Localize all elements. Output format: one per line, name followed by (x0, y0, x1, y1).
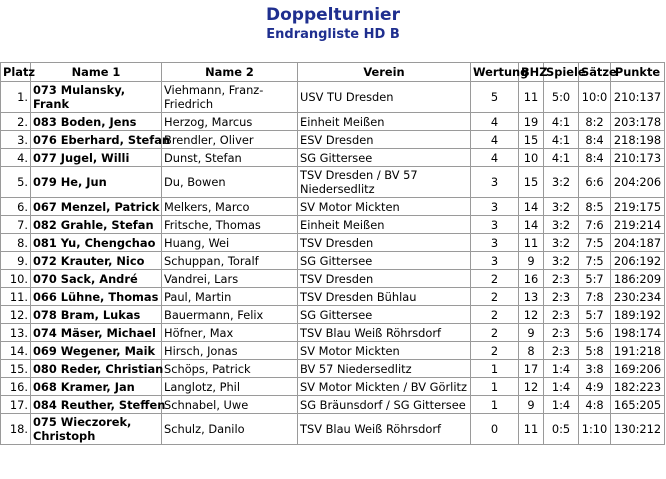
cell-wertung: 3 (471, 252, 519, 270)
cell-name-2: Herzog, Marcus (162, 113, 298, 131)
cell-saetze: 7:6 (579, 216, 611, 234)
cell-bhz: 13 (519, 288, 544, 306)
cell-wertung: 2 (471, 288, 519, 306)
column-header-spiele: Spiele (544, 63, 579, 82)
table-row (1, 252, 665, 270)
cell-saetze: 8:5 (579, 198, 611, 216)
cell-platz: 7. (1, 216, 31, 234)
cell-punkte: 230:234 (611, 288, 665, 306)
cell-platz: 14. (1, 342, 31, 360)
cell-name-1: 069 Wegener, Maik (31, 342, 162, 360)
cell-saetze: 6:6 (579, 167, 611, 198)
cell-name-2: Schöps, Patrick (162, 360, 298, 378)
cell-name-1: 075 Wieczorek, Christoph (31, 414, 162, 445)
cell-name-2: Viehmann, Franz-Friedrich (162, 82, 298, 113)
cell-verein: SG Gittersee (298, 252, 471, 270)
cell-spiele: 3:2 (544, 252, 579, 270)
cell-platz: 3. (1, 131, 31, 149)
cell-saetze: 7:5 (579, 252, 611, 270)
cell-platz: 5. (1, 167, 31, 198)
cell-platz: 8. (1, 234, 31, 252)
page-title: Doppelturnier (266, 5, 400, 25)
cell-name-2: Paul, Martin (162, 288, 298, 306)
cell-name-1: 066 Lühne, Thomas (31, 288, 162, 306)
cell-platz: 17. (1, 396, 31, 414)
cell-punkte: 203:178 (611, 113, 665, 131)
cell-wertung: 3 (471, 234, 519, 252)
cell-platz: 15. (1, 360, 31, 378)
cell-bhz: 10 (519, 149, 544, 167)
cell-punkte: 130:212 (611, 414, 665, 445)
cell-bhz: 11 (519, 414, 544, 445)
cell-saetze: 5:7 (579, 306, 611, 324)
cell-platz: 13. (1, 324, 31, 342)
cell-verein: BV 57 Niedersedlitz (298, 360, 471, 378)
cell-punkte: 191:218 (611, 342, 665, 360)
cell-wertung: 4 (471, 113, 519, 131)
cell-name-1: 081 Yu, Chengchao (31, 234, 162, 252)
cell-name-1: 078 Bram, Lukas (31, 306, 162, 324)
cell-name-1: 076 Eberhard, Stefan (31, 131, 162, 149)
cell-saetze: 1:10 (579, 414, 611, 445)
cell-name-1: 077 Jugel, Willi (31, 149, 162, 167)
cell-verein: ESV Dresden (298, 131, 471, 149)
cell-punkte: 182:223 (611, 378, 665, 396)
table-row (1, 234, 665, 252)
cell-platz: 10. (1, 270, 31, 288)
cell-wertung: 4 (471, 149, 519, 167)
table-row (1, 216, 665, 234)
cell-punkte: 186:209 (611, 270, 665, 288)
cell-saetze: 4:9 (579, 378, 611, 396)
cell-verein: SG Gittersee (298, 306, 471, 324)
cell-platz: 12. (1, 306, 31, 324)
cell-bhz: 9 (519, 324, 544, 342)
column-header-name-2: Name 2 (162, 63, 298, 82)
cell-wertung: 0 (471, 414, 519, 445)
cell-spiele: 1:4 (544, 396, 579, 414)
cell-saetze: 5:7 (579, 270, 611, 288)
cell-verein: TSV Dresden (298, 234, 471, 252)
table-body (1, 82, 665, 445)
cell-spiele: 3:2 (544, 198, 579, 216)
cell-name-2: Hirsch, Jonas (162, 342, 298, 360)
cell-verein: Einheit Meißen (298, 216, 471, 234)
cell-wertung: 4 (471, 131, 519, 149)
column-header-punkte: Punkte (611, 63, 665, 82)
cell-spiele: 4:1 (544, 113, 579, 131)
cell-punkte: 189:192 (611, 306, 665, 324)
cell-name-1: 072 Krauter, Nico (31, 252, 162, 270)
cell-platz: 9. (1, 252, 31, 270)
cell-punkte: 219:214 (611, 216, 665, 234)
cell-bhz: 19 (519, 113, 544, 131)
cell-saetze: 3:8 (579, 360, 611, 378)
cell-spiele: 2:3 (544, 270, 579, 288)
table-row (1, 288, 665, 306)
table-row (1, 396, 665, 414)
cell-name-2: Bauermann, Felix (162, 306, 298, 324)
cell-punkte: 210:173 (611, 149, 665, 167)
cell-name-2: Schulz, Danilo (162, 414, 298, 445)
cell-wertung: 2 (471, 306, 519, 324)
cell-spiele: 5:0 (544, 82, 579, 113)
cell-saetze: 4:8 (579, 396, 611, 414)
cell-punkte: 206:192 (611, 252, 665, 270)
table-row (1, 324, 665, 342)
cell-name-1: 067 Menzel, Patrick (31, 198, 162, 216)
cell-platz: 1. (1, 82, 31, 113)
table-header-row (1, 63, 665, 82)
cell-spiele: 2:3 (544, 288, 579, 306)
cell-verein: SV Motor Mickten (298, 342, 471, 360)
cell-bhz: 15 (519, 131, 544, 149)
cell-name-1: 070 Sack, André (31, 270, 162, 288)
cell-spiele: 3:2 (544, 234, 579, 252)
cell-saetze: 7:5 (579, 234, 611, 252)
cell-name-1: 080 Reder, Christian (31, 360, 162, 378)
cell-verein: TSV Dresden (298, 270, 471, 288)
cell-name-1: 084 Reuther, Steffen (31, 396, 162, 414)
cell-name-2: Langlotz, Phil (162, 378, 298, 396)
cell-verein: SV Motor Mickten / BV Görlitz (298, 378, 471, 396)
cell-bhz: 14 (519, 216, 544, 234)
cell-bhz: 12 (519, 378, 544, 396)
cell-name-1: 082 Grahle, Stefan (31, 216, 162, 234)
cell-bhz: 9 (519, 252, 544, 270)
table-row (1, 167, 665, 198)
cell-name-2: Melkers, Marco (162, 198, 298, 216)
table-row (1, 131, 665, 149)
cell-name-2: Schuppan, Toralf (162, 252, 298, 270)
cell-name-2: Höfner, Max (162, 324, 298, 342)
table-row (1, 82, 665, 113)
cell-punkte: 218:198 (611, 131, 665, 149)
cell-punkte: 169:206 (611, 360, 665, 378)
cell-platz: 2. (1, 113, 31, 131)
cell-wertung: 2 (471, 270, 519, 288)
cell-saetze: 5:6 (579, 324, 611, 342)
cell-verein: SG Bräunsdorf / SG Gittersee (298, 396, 471, 414)
cell-punkte: 219:175 (611, 198, 665, 216)
cell-wertung: 2 (471, 342, 519, 360)
table-row (1, 414, 665, 445)
cell-spiele: 4:1 (544, 131, 579, 149)
cell-spiele: 0:5 (544, 414, 579, 445)
cell-wertung: 5 (471, 82, 519, 113)
column-header-platz: Platz (1, 63, 31, 82)
cell-spiele: 3:2 (544, 216, 579, 234)
cell-punkte: 210:137 (611, 82, 665, 113)
cell-punkte: 165:205 (611, 396, 665, 414)
cell-name-2: Huang, Wei (162, 234, 298, 252)
cell-verein: SG Gittersee (298, 149, 471, 167)
cell-wertung: 1 (471, 360, 519, 378)
table-row (1, 198, 665, 216)
cell-bhz: 11 (519, 234, 544, 252)
cell-verein: TSV Dresden / BV 57 Niedersedlitz (298, 167, 471, 198)
cell-punkte: 204:187 (611, 234, 665, 252)
cell-bhz: 16 (519, 270, 544, 288)
ranking-table (0, 62, 665, 445)
cell-name-2: Fritsche, Thomas (162, 216, 298, 234)
cell-verein: TSV Blau Weiß Röhrsdorf (298, 414, 471, 445)
column-header-wertung: Wertung (471, 63, 519, 82)
table-row (1, 378, 665, 396)
cell-name-2: Brendler, Oliver (162, 131, 298, 149)
cell-saetze: 8:4 (579, 131, 611, 149)
column-header-name-1: Name 1 (31, 63, 162, 82)
cell-wertung: 1 (471, 378, 519, 396)
cell-wertung: 3 (471, 216, 519, 234)
cell-punkte: 198:174 (611, 324, 665, 342)
cell-verein: TSV Blau Weiß Röhrsdorf (298, 324, 471, 342)
cell-platz: 11. (1, 288, 31, 306)
cell-verein: Einheit Meißen (298, 113, 471, 131)
column-header-saetze: Sätze (579, 63, 611, 82)
table-row (1, 270, 665, 288)
cell-spiele: 3:2 (544, 167, 579, 198)
cell-spiele: 1:4 (544, 378, 579, 396)
cell-platz: 6. (1, 198, 31, 216)
cell-name-1: 079 He, Jun (31, 167, 162, 198)
cell-bhz: 15 (519, 167, 544, 198)
cell-saetze: 7:8 (579, 288, 611, 306)
cell-spiele: 2:3 (544, 306, 579, 324)
cell-saetze: 10:0 (579, 82, 611, 113)
table-row (1, 113, 665, 131)
column-header-verein: Verein (298, 63, 471, 82)
cell-wertung: 1 (471, 396, 519, 414)
cell-verein: SV Motor Mickten (298, 198, 471, 216)
cell-bhz: 17 (519, 360, 544, 378)
cell-wertung: 3 (471, 167, 519, 198)
cell-saetze: 8:2 (579, 113, 611, 131)
cell-name-2: Vandrei, Lars (162, 270, 298, 288)
cell-name-1: 068 Kramer, Jan (31, 378, 162, 396)
table-row (1, 342, 665, 360)
cell-spiele: 4:1 (544, 149, 579, 167)
cell-saetze: 8:4 (579, 149, 611, 167)
cell-bhz: 9 (519, 396, 544, 414)
cell-wertung: 2 (471, 324, 519, 342)
cell-punkte: 204:206 (611, 167, 665, 198)
cell-platz: 4. (1, 149, 31, 167)
cell-bhz: 14 (519, 198, 544, 216)
cell-wertung: 3 (471, 198, 519, 216)
cell-bhz: 11 (519, 82, 544, 113)
cell-spiele: 1:4 (544, 360, 579, 378)
cell-bhz: 12 (519, 306, 544, 324)
table-row (1, 360, 665, 378)
cell-name-1: 073 Mulansky, Frank (31, 82, 162, 113)
cell-verein: USV TU Dresden (298, 82, 471, 113)
cell-platz: 16. (1, 378, 31, 396)
cell-name-2: Schnabel, Uwe (162, 396, 298, 414)
cell-verein: TSV Dresden Bühlau (298, 288, 471, 306)
page-subtitle: Endrangliste HD B (266, 27, 400, 42)
table-row (1, 306, 665, 324)
column-header-bhz: BHZ (519, 63, 544, 82)
cell-bhz: 8 (519, 342, 544, 360)
cell-saetze: 5:8 (579, 342, 611, 360)
cell-platz: 18. (1, 414, 31, 445)
cell-name-1: 074 Mäser, Michael (31, 324, 162, 342)
cell-spiele: 2:3 (544, 324, 579, 342)
cell-spiele: 2:3 (544, 342, 579, 360)
cell-name-1: 083 Boden, Jens (31, 113, 162, 131)
table-row (1, 149, 665, 167)
cell-name-2: Dunst, Stefan (162, 149, 298, 167)
cell-name-2: Du, Bowen (162, 167, 298, 198)
